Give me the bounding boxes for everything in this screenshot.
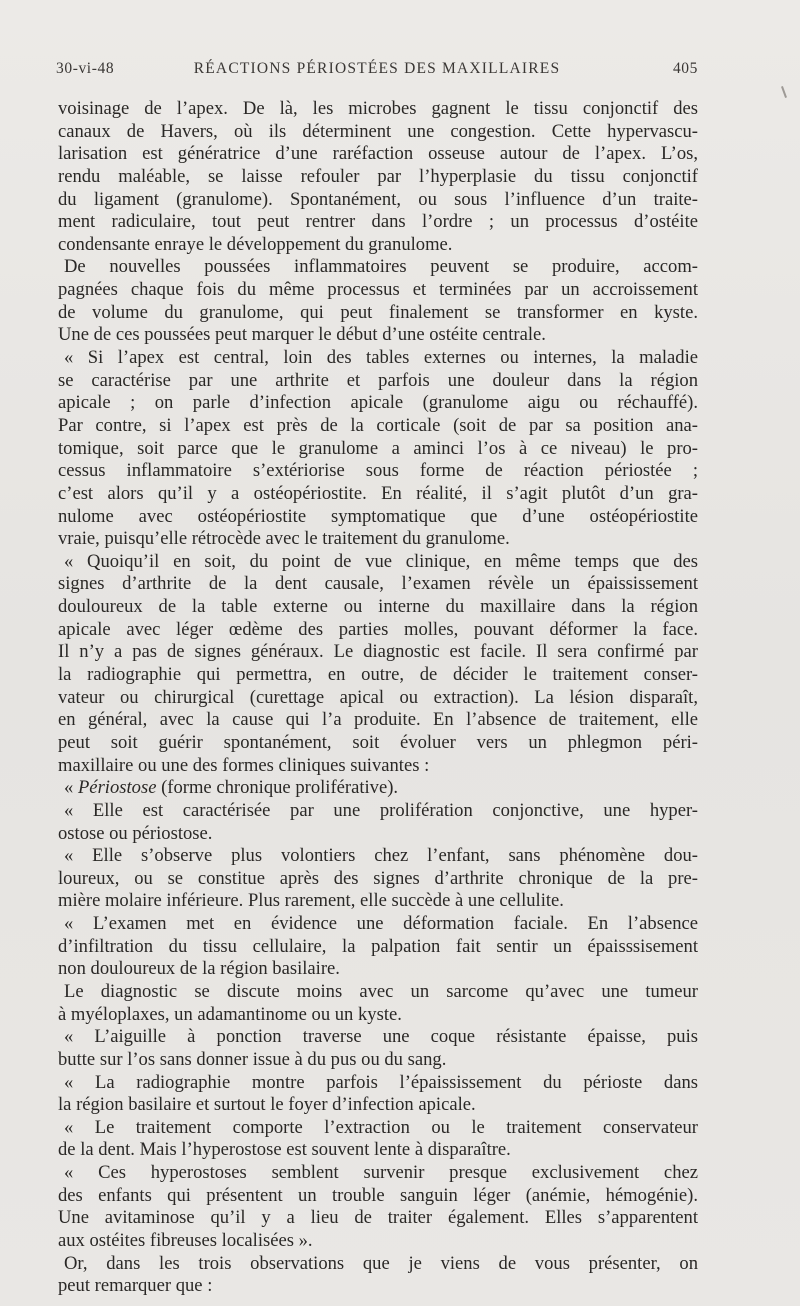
text-line: se caractérise par une arthrite et parfois une douleur dans la région xyxy=(58,369,698,391)
text-line xyxy=(58,777,698,800)
text-line: « La radiographie montre parfois l’épaississement du périoste dans xyxy=(64,1071,698,1093)
paragraph-8 xyxy=(58,913,698,981)
text-line: mière molaire inférieure. Plus rarement, elle succède à une cellulite. xyxy=(58,890,564,912)
text-line: cessus inflammatoire s’extériorise sous forme de réaction périostée ; xyxy=(58,460,698,482)
text-line: vraie, puisqu’elle rétrocède avec le traitement du granulome. xyxy=(58,528,510,550)
paragraph-3 xyxy=(58,347,698,551)
text-line: pagnées chaque fois du même processus et terminées par un accroissement xyxy=(58,279,698,301)
text-line: aux ostéites fibreuses localisées ». xyxy=(58,1230,313,1252)
paragraph-10 xyxy=(58,1026,698,1071)
text-line: « Le traitement comporte l’extraction ou le traitement conservateur xyxy=(64,1116,698,1138)
text-line: « Elle s’observe plus volontiers chez l’enfant, sans phénomène dou- xyxy=(64,845,698,867)
text-line: Il n’y a pas de signes généraux. Le diagnostic est facile. Il sera confirmé par xyxy=(58,641,698,663)
text-line: la radiographie qui permettra, en outre, de décider le traitement conser- xyxy=(58,664,698,686)
text-line: Une avitaminose qu’il y a lieu de traiter également. Elles s’apparentent xyxy=(58,1207,698,1229)
text-line: larisation est génératrice d’une raréfaction osseuse autour de l’apex. L’os, xyxy=(58,143,698,165)
text-line: peut remarquer que : xyxy=(58,1275,213,1297)
text-line: De nouvelles poussées inflammatoires peuvent se produire, accom- xyxy=(64,256,698,278)
text-line: douloureux de la table externe ou interne du maxillaire dans la région xyxy=(58,596,698,618)
paragraph-2 xyxy=(58,256,698,347)
text-line: des enfants qui présentent un trouble sanguin léger (anémie, hémogénie). xyxy=(58,1184,698,1206)
quote-mark: « xyxy=(64,777,78,799)
text-line: Une de ces poussées peut marquer le début d’une ostéite centrale. xyxy=(58,324,546,346)
header-date: 30-vi-48 xyxy=(56,60,115,77)
text-line: « Elle est caractérisée par une prolifération conjonctive, une hyper- xyxy=(64,799,698,821)
text-line: « L’examen met en évidence une déformation faciale. En l’absence xyxy=(64,913,698,935)
text-line: peut soit guérir spontanément, soit évoluer vers un phlegmon péri- xyxy=(58,731,698,753)
text-line: signes d’arthrite de la dent causale, l’examen révèle un épaississement xyxy=(58,573,698,595)
text-line: « Ces hyperostoses semblent survenir presque exclusivement chez xyxy=(64,1162,698,1184)
paragraph-1 xyxy=(58,98,698,256)
body-text xyxy=(58,98,698,1298)
text-line: voisinage de l’apex. De là, les microbes gagnent le tissu conjonctif des xyxy=(58,98,698,119)
paragraph-4 xyxy=(58,551,698,777)
text-line: canaux de Havers, où ils déterminent une congestion. Cette hypervascu- xyxy=(58,120,698,142)
text-line: Par contre, si l’apex est près de la corticale (soit de par sa position ana- xyxy=(58,414,698,436)
text-line: loureux, ou se constitue après des signes d’arthrite chronique de la pre- xyxy=(58,867,698,889)
text-line: apicale avec léger œdème des parties molles, pouvant déformer la face. xyxy=(58,618,698,640)
text-line: à myéloplaxes, un adamantinome ou un kyste. xyxy=(58,1003,402,1025)
header-title: RÉACTIONS PÉRIOSTÉES DES MAXILLAIRES xyxy=(193,60,561,77)
text-line: ment radiculaire, tout peut rentrer dans l’ordre ; un processus d’ostéite xyxy=(58,211,698,233)
italic-term: Périostose xyxy=(77,777,157,799)
text-line: Le diagnostic se discute moins avec un sarcome qu’avec une tumeur xyxy=(64,980,698,1002)
text-line: « Quoiqu’il en soit, du point de vue clinique, en même temps que des xyxy=(64,550,698,572)
text-line: du ligament (granulome). Spontanément, ou sous l’influence d’un traite- xyxy=(58,188,698,210)
text-line: apicale ; on parle d’infection apicale (granulome aigu ou réchauffé). xyxy=(58,392,698,414)
text-line: rendu maléable, se laisse refouler par l’hyperplasie du tissu conjonctif xyxy=(58,165,698,187)
text-line: ostose ou périostose. xyxy=(58,822,213,844)
text-line: maxillaire ou une des formes cliniques suivantes : xyxy=(58,754,430,776)
margin-mark xyxy=(781,86,787,98)
paragraph-9 xyxy=(58,981,698,1026)
paragraph-7 xyxy=(58,845,698,913)
text-line: de volume du granulome, qui peut finalement se transformer en kyste. xyxy=(58,301,698,323)
page-number: 405 xyxy=(672,60,698,77)
paragraph-5 xyxy=(58,777,698,800)
text-line: vateur ou chirurgical (curettage apical ou extraction). La lésion disparaît, xyxy=(58,686,698,708)
text-line: Or, dans les trois observations que je viens de vous présenter, on xyxy=(64,1252,698,1274)
text-line: non douloureux de la région basilaire. xyxy=(58,958,340,980)
text-line: butte sur l’os sans donner issue à du pus ou du sang. xyxy=(58,1048,447,1070)
text-line: de la dent. Mais l’hyperostose est souvent lente à disparaître. xyxy=(58,1139,511,1161)
paragraph-6 xyxy=(58,800,698,845)
text-line: condensante enraye le développement du granulome. xyxy=(58,233,453,255)
text-line: c’est alors qu’il y a ostéopériostite. En réalité, il s’agit plutôt d’un gra- xyxy=(58,482,698,504)
text-line: nulome avec ostéopériostite symptomatique que d’une ostéopériostite xyxy=(58,505,698,527)
text-line: en général, avec la cause qui l’a produite. En l’absence de traitement, elle xyxy=(58,709,698,731)
text-span: (forme chronique proliférative). xyxy=(156,777,399,799)
text-line: d’infiltration du tissu cellulaire, la palpation fait sentir un épaisssisement xyxy=(58,935,698,957)
running-head xyxy=(56,60,698,84)
paragraph-14 xyxy=(58,1253,698,1298)
paragraph-12 xyxy=(58,1117,698,1162)
paragraph-13 xyxy=(58,1162,698,1253)
text-line: « L’aiguille à ponction traverse une coque résistante épaisse, puis xyxy=(64,1026,698,1048)
paragraph-11 xyxy=(58,1072,698,1117)
text-line: tomique, soit parce que le granulome a aminci l’os à ce niveau) le pro- xyxy=(58,437,698,459)
text-line: « Si l’apex est central, loin des tables externes ou internes, la maladie xyxy=(64,347,698,369)
text-line: la région basilaire et surtout le foyer d’infection apicale. xyxy=(58,1094,476,1116)
